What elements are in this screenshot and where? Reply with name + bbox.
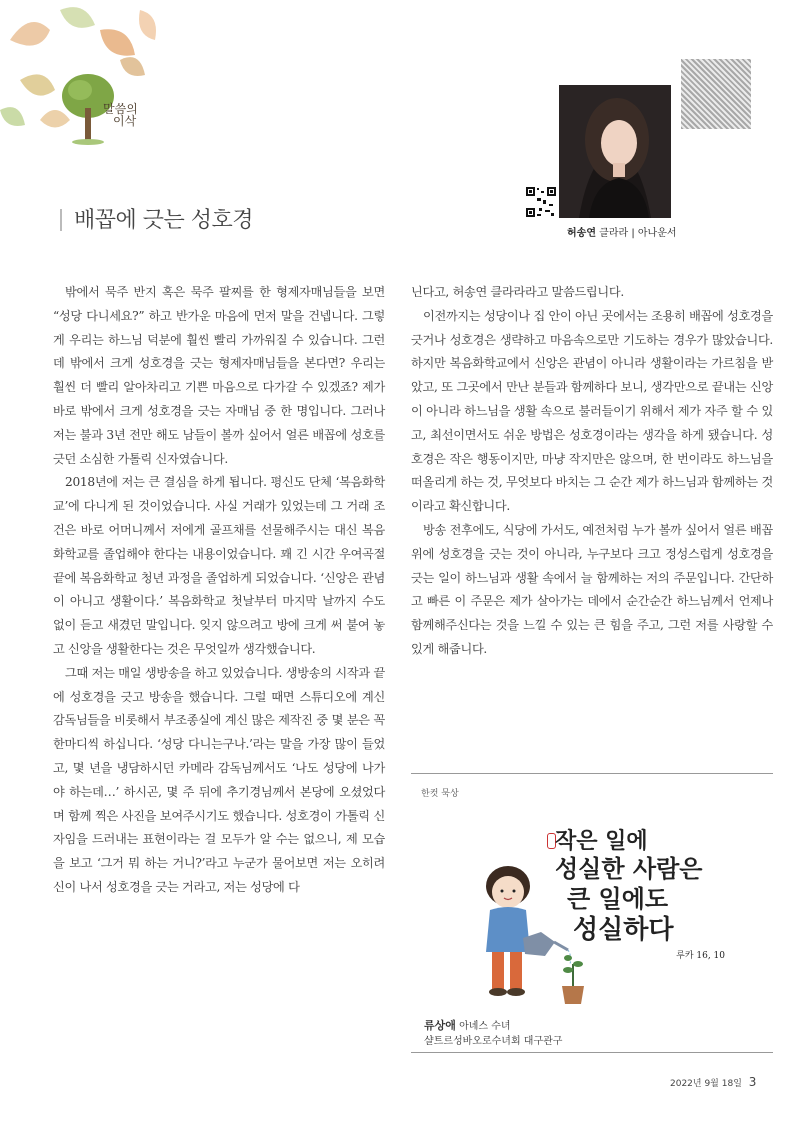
artist-credit: [424, 1018, 562, 1049]
page-number: 3: [748, 1075, 757, 1089]
artist-organization: 샬트르성바오로수녀회 대구관구: [424, 1036, 563, 1047]
article-column-right: [411, 281, 773, 662]
calligraphy-line: 큰 일에도: [567, 884, 669, 913]
page-footer: [670, 1075, 756, 1089]
paragraph: 그때 저는 매일 생방송을 하고 있었습니다. 생방송의 시작과 끝에 성호경을 긋고 방송을 했습니다. 그럴 때면 스튜디오에 계신 감독님들을 비롯해서 부조종실에 계신 많은 제작진 중 몇 분은 꼭 한마디씩 하십니다. ‘성당 다니는구나.’라는 말을 가장 많이 들었고, 몇 년을 냉담하시던 카메라 감독님께서도 ‘나도 성당에 나가야 하는데…’ 하시곤, 몇 주 뒤에 추기경님께서 본당에 오셨었다며 함께 찍은 사진을 보여주시기도 했습니다. 성호경이 가톨릭 신자임을 드러내는 표현이라는 걸 모두가 알 수는 없으니, 제 모습을 보고 ‘그거 뭐 하는 거니?’라고 누군가 물어보면 저는 오히려 신이 나서 성호경을 긋는 거라고, 저는 성당에 다: [53, 665, 385, 894]
author-credit: [567, 224, 677, 239]
author-name: 허송연: [567, 228, 596, 239]
section-label: [103, 103, 138, 127]
section-label-line1: 말씀의: [103, 102, 138, 116]
paragraph: 이전까지는 성당이나 집 안이 아닌 곳에서는 조용히 배꼽에 성호경을 긋거나 성호경은 생략하고 마음속으로만 기도하는 경우가 많았습니다. 하지만 복음화학교에서 신앙은 관념이 아니라 생활이라는 가르침을 받았고, 또 그곳에서 만난 분들과 함께하다 보니, 생각만으로 끝내는 신앙이 아니라 하느님을 생활 속으로 불러들이기 위해서 제가 자주 할 수 있고, 최선이면서도 쉬운 방법은 성호경이라는 생각을 하게 됐습니다. 성호경은 작은 행동이지만, 마냥 작지만은 않으며, 한 번이라도 하느님을 떠올리게 하는 것, 무엇보다 바치는 그 순간 제가 하느님과 함께하는 것이라고 확신합니다.: [411, 308, 773, 514]
paragraph: 닌다고, 허송연 클라라라고 말씀드립니다.: [411, 285, 624, 299]
calligraphy-line: 성실하다: [573, 915, 674, 945]
article-column-left: [53, 281, 385, 900]
issue-date: 2022년 9월 18일: [670, 1079, 742, 1089]
paragraph: 방송 전후에도, 식당에 가서도, 예전처럼 누가 볼까 싶어서 얼른 배꼽 위에 성호경을 긋는 것이 아니라, 누구보다 크고 정성스럽게 성호경을 긋는 일이 하느님과 생활 속에서 늘 함께하는 저의 주문입니다. 간단하고 빠른 이 주문은 제가 살아가는 데에서 순간순간 하느님께서 언제나 함께해주신다는 것을 느낄 수 있는 큰 힘을 주고, 그런 저를 사랑할 수 있게 해줍니다.: [411, 522, 773, 656]
scripture-reference: 루카 16, 10: [676, 951, 725, 961]
artist-title: 아녜스 수녀: [459, 1021, 511, 1032]
section-label-line2: 이삭: [113, 114, 137, 128]
divider: [411, 1052, 773, 1053]
author-role: 클라라 | 아나운서: [599, 228, 677, 239]
author-photo: [559, 85, 671, 218]
box-label: 한컷 묵상: [421, 789, 459, 799]
paragraph: 2018년에 저는 큰 결심을 하게 됩니다. 평신도 단체 ‘복음화학교’에 다니게 된 것이었습니다. 사실 거래가 있었는데 그 거래 조건은 바로 어머니께서 저에게 골프채를 선물해주시는 대신 복음화학교를 졸업해야 한다는 내용이었습니다. 꽤 긴 시간 우여곡절 끝에 복음화학교 청년 과정을 졸업하게 되었습니다. ‘신앙은 관념이 아니고 생활이다.’ 복음화학교 첫날부터 마지막 날까지 수도 없이 듣고 새겼던 말입니다. 잊지 않으려고 방에 크게 써 붙여 놓고 신앙을 생활한다는 것은 무엇일까 생각했습니다.: [53, 475, 385, 656]
calligraphy-line: 성실한 사람은: [555, 854, 703, 883]
artist-name: 류상애: [424, 1019, 456, 1032]
child-watering-plant-illustration: [468, 858, 588, 1008]
qr-code-icon[interactable]: [525, 186, 557, 218]
article-title-text: 배꼽에 긋는 성호경: [74, 208, 254, 233]
calligraphy-line: 작은 일에: [555, 828, 648, 854]
paragraph: 밖에서 묵주 반지 혹은 묵주 팔찌를 한 형제자매님들을 보면 “성당 다니세요?” 하고 반가운 마음에 먼저 말을 건넵니다. 그렇게 우리는 하느님 덕분에 훨씬 빨리 가까워질 수 있습니다. 그런데 밖에서 크게 성호경을 긋는 형제자매님들을 본다면? 우리는 훨씬 더 빨리 알아차리고 기쁜 마음으로 다가갈 수 있겠죠? 제가 바로 밖에서 크게 성호경을 긋는 자매님 중 한 명입니다. 그러나 저는 불과 3년 전만 해도 남들이 볼까 싶어서 얼른 배꼽에 성호를 긋던 소심한 가톨릭 신자였습니다.: [53, 285, 385, 466]
divider: [411, 773, 773, 774]
article-title: [60, 203, 253, 234]
qr-code-pattern: [681, 59, 751, 129]
